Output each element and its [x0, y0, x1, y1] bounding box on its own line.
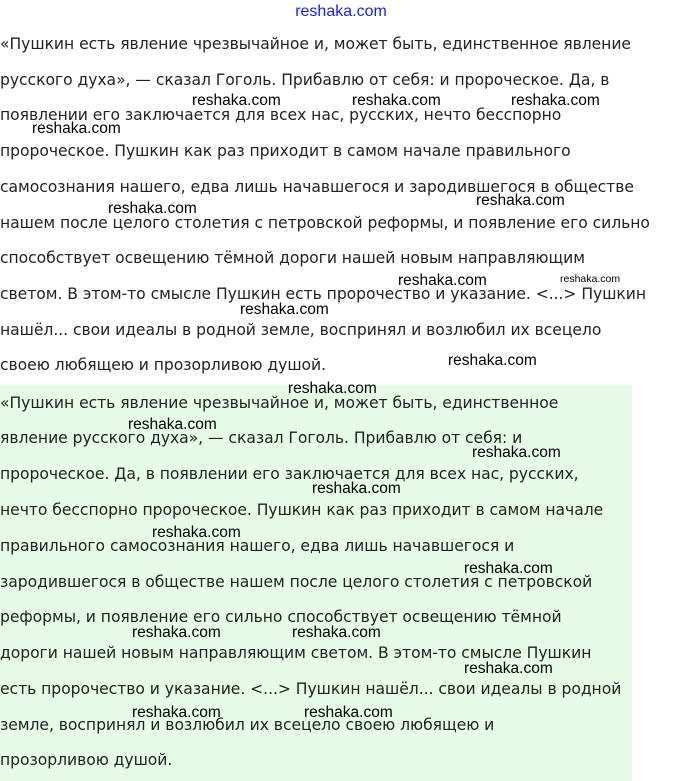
text-line: явление русского духа», — сказал Гоголь. Прибавлю от себя: и: [0, 429, 523, 447]
text-line: появлении его заключается для всех нас, русских, нечто бесспорно: [0, 106, 562, 124]
watermark: reshaka.com: [472, 444, 561, 461]
watermark: reshaka.com: [464, 660, 553, 677]
text-line: пророческое. Да, в появлении его заключается для всех нас, русских,: [0, 465, 579, 483]
watermark: reshaka.com: [292, 624, 381, 641]
watermark: reshaka.com: [128, 416, 217, 433]
text-line: самосознания нашего, едва лишь начавшегося и зародившегося в обществе: [0, 178, 634, 196]
text-line: нашёл... свои идеалы в родной земле, воспринял и возлюбил их всецело: [0, 321, 602, 339]
watermark: reshaka.com: [476, 192, 565, 209]
watermark: reshaka.com: [464, 560, 553, 577]
watermark: reshaka.com: [108, 200, 197, 217]
text-line: дороги нашей новым направляющим светом. В этом-то смысле Пушкин: [0, 644, 592, 662]
watermark: reshaka.com: [304, 704, 393, 721]
watermark: reshaka.com: [132, 704, 221, 721]
text-line: есть пророчество и указание. <...> Пушкин нашёл... свои идеалы в родной: [0, 680, 622, 698]
text-line: нечто бесспорно пророческое. Пушкин как раз приходит в самом начале: [0, 501, 604, 519]
watermark: reshaka.com: [32, 120, 121, 137]
text-line: земле, воспринял и возлюбил их всецело своею любящею и: [0, 716, 495, 734]
watermark: reshaka.com: [240, 301, 329, 318]
text-line: нашем после целого столетия с петровской реформы, и появление его сильно: [0, 214, 650, 232]
text-line: способствует освещению тёмной дороги нашей новым направляющим: [0, 249, 585, 267]
watermark: reshaka.com: [448, 352, 537, 369]
watermark: reshaka.com: [352, 92, 441, 109]
text-line: пророческое. Пушкин как раз приходит в самом начале правильного: [0, 142, 571, 160]
text-line: прозорливою душой.: [0, 751, 173, 769]
watermark: reshaka.com: [398, 272, 487, 289]
watermark: reshaka.com: [560, 273, 621, 285]
text-line: реформы, и появление его сильно способствует освещению тёмной: [0, 608, 562, 626]
original-quote-paragraph: [0, 0, 680, 380]
text-line: зародившегося в обществе нашем после целого столетия с петровской: [0, 573, 593, 591]
watermark: reshaka.com: [511, 92, 600, 109]
watermark: reshaka.com: [152, 524, 241, 541]
text-line: «Пушкин есть явление чрезвычайное и, может быть, единственное: [0, 394, 559, 412]
text-line: русского духа», — сказал Гоголь. Прибавлю от себя: и пророческое. Да, в: [0, 71, 610, 89]
watermark: reshaka.com: [132, 624, 221, 641]
watermark: reshaka.com: [288, 380, 377, 397]
text-line: светом. В этом-то смысле Пушкин есть пророчество и указание. <...> Пушкин: [0, 285, 647, 303]
text-line: «Пушкин есть явление чрезвычайное и, может быть, единственное явление: [0, 35, 631, 53]
site-link[interactable]: reshaka.com: [295, 3, 387, 20]
watermark: reshaka.com: [312, 480, 401, 497]
text-line: своею любящею и прозорливою душой.: [0, 356, 327, 374]
text-line: правильного самосознания нашего, едва лишь начавшегося и: [0, 537, 515, 555]
watermark: reshaka.com: [192, 92, 281, 109]
